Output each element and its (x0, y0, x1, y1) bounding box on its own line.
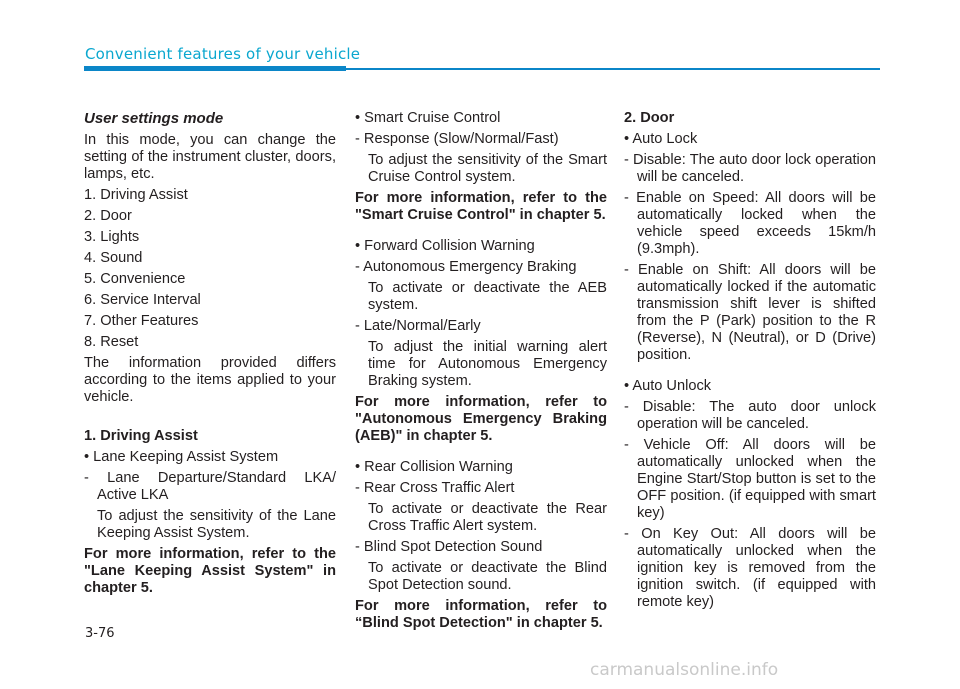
menu-item: 5. Convenience (84, 271, 186, 287)
menu-item: 7. Other Features (84, 313, 199, 329)
desc-rcta: To activate or deactivate the Rear Cross Traffic Alert system. (368, 501, 607, 534)
menu-item: 6. Service Interval (84, 292, 201, 308)
header-rule-thick (84, 66, 346, 71)
reference-scc: For more information, refer to the "Smart Cruise Control" in chapter 5. (355, 190, 607, 223)
menu-item: 1. Driving Assist (84, 187, 188, 203)
section-header-title: Convenient features of your vehicle (85, 45, 361, 63)
dash-rcta: - Rear Cross Traffic Alert (355, 480, 515, 496)
desc-timing: To adjust the initial warning alert time for Autonomous Emergency Braking system. (368, 339, 607, 389)
auto-lock-option: - Disable: The auto door lock operation will be canceled. (624, 152, 876, 185)
reference-lka: For more information, refer to the "Lane Keeping Assist System" in chapter 5. (84, 546, 336, 596)
intro-paragraph: In this mode, you can change the setting of the instrument cluster, doors, lamps, etc. (84, 132, 336, 182)
bullet-lka: • Lane Keeping Assist System (84, 449, 279, 465)
bullet-auto-lock: • Auto Lock (624, 131, 698, 147)
auto-unlock-option: - On Key Out: All doors will be automatically unlocked when the ignition key is removed from the ignition switch. (if equipped with remote key) (624, 526, 876, 610)
menu-item: 2. Door (84, 208, 132, 224)
dash-timing: - Late/Normal/Early (355, 318, 481, 334)
auto-lock-option: - Enable on Shift: All doors will be automatically locked if the automatic transmission shift lever is shifted from the P (Park) position to the R (Reverse), N (Neutral), or D (Drive) position. (624, 262, 876, 363)
desc-bsd-sound: To activate or deactivate the Blind Spot Detection sound. (368, 560, 607, 593)
bullet-auto-unlock: • Auto Unlock (624, 378, 712, 394)
header-rule-thin (346, 68, 880, 70)
info-note: The information provided differs according to the items applied to your vehicle. (84, 355, 336, 405)
dash-bsd-sound: - Blind Spot Detection Sound (355, 539, 543, 555)
auto-unlock-option: - Disable: The auto door unlock operation will be canceled. (624, 399, 876, 432)
auto-unlock-option: - Vehicle Off: All doors will be automatically unlocked when the Engine Start/Stop button is set to the OFF position. (if equipped with smart key) (624, 437, 876, 521)
section-driving-assist: 1. Driving Assist (84, 428, 198, 444)
watermark: carmanualsonline.info (590, 660, 779, 680)
reference-aeb: For more information, refer to "Autonomous Emergency Braking (AEB)" in chapter 5. (355, 394, 607, 444)
menu-item: 8. Reset (84, 334, 139, 350)
menu-item: 3. Lights (84, 229, 140, 245)
dash-aeb: - Autonomous Emergency Braking (355, 259, 577, 275)
page-number: 3-76 (85, 626, 115, 641)
auto-lock-option: - Enable on Speed: All doors will be automatically locked when the vehicle speed exceeds 15km/h (9.3mph). (624, 190, 876, 257)
column-2 (355, 110, 607, 636)
section-door: 2. Door (624, 110, 675, 126)
heading-user-settings: User settings mode (84, 110, 224, 127)
dash-lane-departure: - Lane Departure/Standard LKA/ Active LKA (84, 470, 336, 503)
bullet-scc: • Smart Cruise Control (355, 110, 501, 126)
reference-bsd: For more information, refer to “Blind Spot Detection" in chapter 5. (355, 598, 607, 631)
menu-item: 4. Sound (84, 250, 143, 266)
bullet-rcw: • Rear Collision Warning (355, 459, 513, 475)
column-1 (84, 110, 336, 601)
column-3 (624, 110, 876, 615)
desc-lka: To adjust the sensitivity of the Lane Keeping Assist System. (97, 508, 336, 541)
bullet-fcw: • Forward Collision Warning (355, 238, 535, 254)
desc-aeb: To activate or deactivate the AEB system. (368, 280, 607, 313)
desc-scc: To adjust the sensitivity of the Smart Cruise Control system. (368, 152, 607, 185)
dash-response: - Response (Slow/Normal/Fast) (355, 131, 559, 147)
